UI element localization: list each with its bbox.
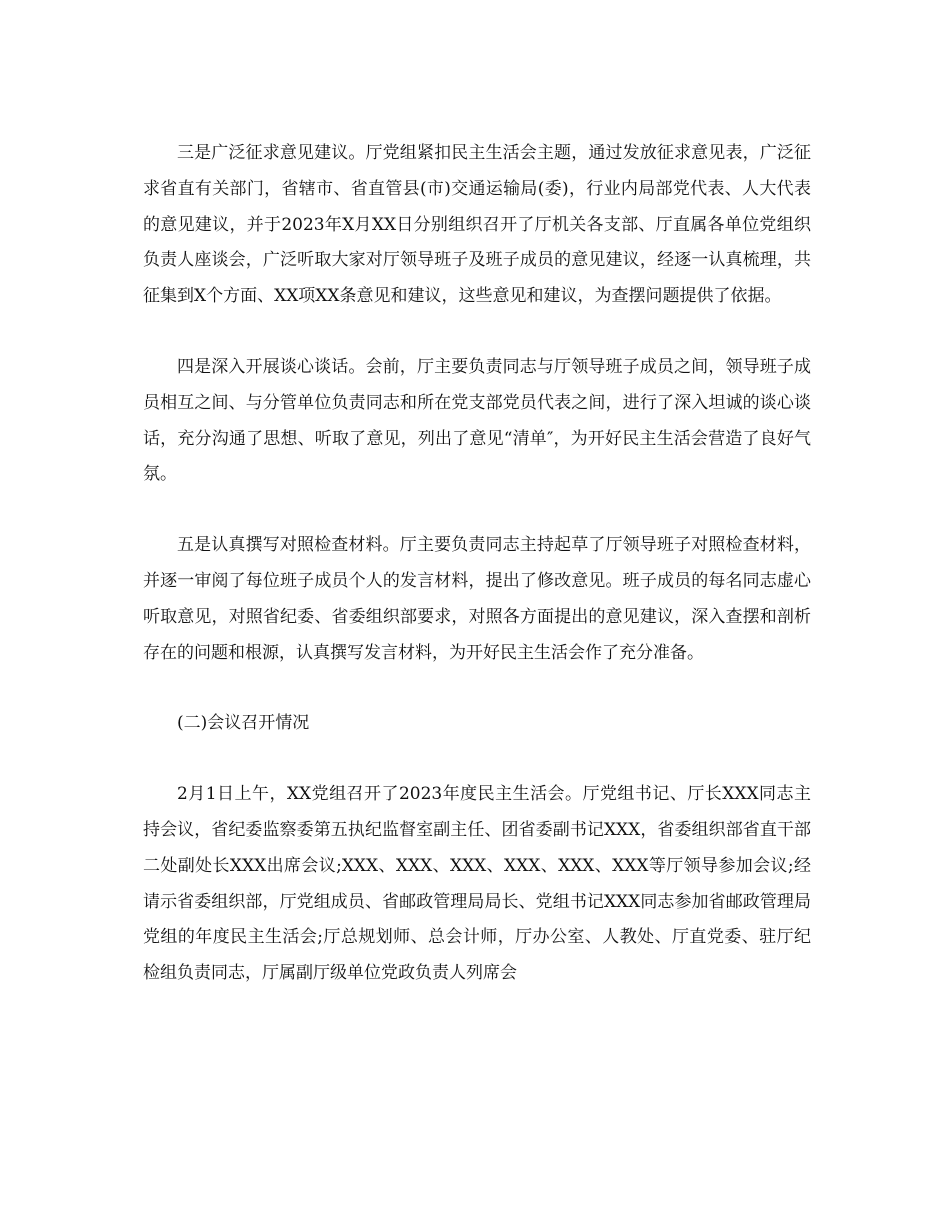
section-heading-meeting: (二)会议召开情况 [177,713,310,734]
paragraph-soliciting-opinions: 三是广泛征求意见建议。厅党组紧扣民主生活会主题，通过发放征求意见表，广泛征求省直有关部门，省辖市、省直管县(市)交通运输局(委)，行业内局部党代表、人大代表的意见建议，并于2023年X月XX日分别组织召开了厅机关各支部、厅直属各单位党组织负责人座谈会，广泛听取大家对厅领导班子及班子成员的意见建议，经逐一认真梳理，共征集到X个方面、XX项XX条意见和建议，这些意见和建议，为查摆问题提供了依据。 [143,143,811,307]
paragraph-self-review-materials: 五是认真撰写对照检查材料。厅主要负责同志主持起草了厅领导班子对照检查材料，并逐一审阅了每位班子成员个人的发言材料，提出了修改意见。班子成员的每名同志虚心听取意见，对照省纪委、省委组织部要求，对照各方面提出的意见建议，深入查摆和剖析存在的问题和根源，认真撰写发言材料，为开好民主生活会作了充分准备。 [143,535,811,663]
paragraph-heart-to-heart-talks: 四是深入开展谈心谈话。会前，厅主要负责同志与厅领导班子成员之间，领导班子成员相互之间、与分管单位负责同志和所在党支部党员代表之间，进行了深入坦诚的谈心谈话，充分沟通了思想、听取了意见，列出了意见“清单″，为开好民主生活会营造了良好气氛。 [143,356,811,485]
document-body [143,136,811,1027]
paragraph-meeting-details: 2月1日上午，XX党组召开了2023年度民主生活会。厅党组书记、厅长XXX同志主持会议，省纪委监察委第五执纪监督室副主任、团省委副书记XXX，省委组织部省直干部二处副处长XXX出席会议;XXX、XXX、XXX、XXX、XXX、XXX等厅领导参加会议;经请示省委组织部，厅党组成员、省邮政管理局局长、党组书记XXX同志参加省邮政管理局党组的年度民主生活会;厅总规划师、总会计师，厅办公室、人教处、厅直党委、驻厅纪检组负责同志，厅属副厅级单位党政负责人列席会 [143,784,811,984]
